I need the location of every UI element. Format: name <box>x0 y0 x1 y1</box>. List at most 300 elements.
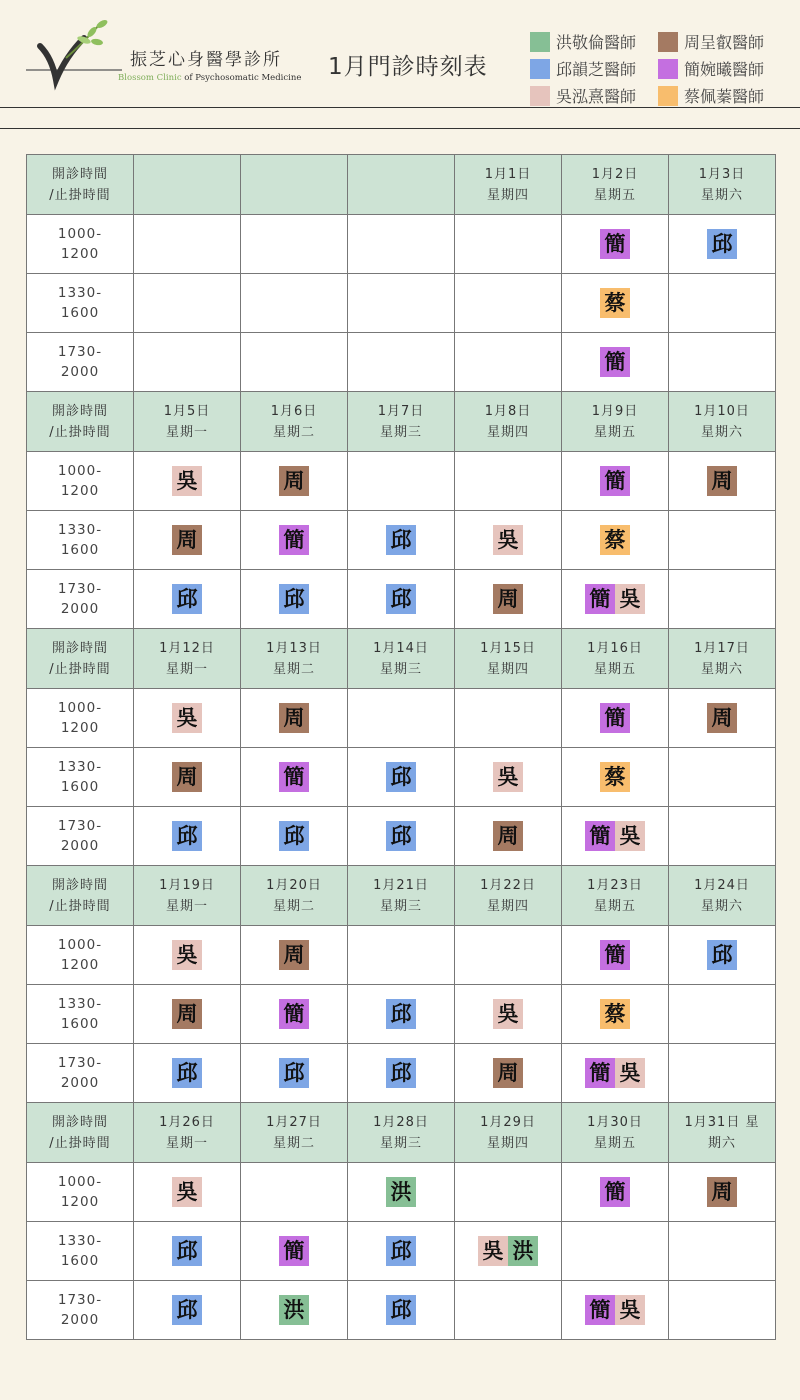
schedule-cell <box>241 748 348 807</box>
schedule-cell <box>241 1163 348 1222</box>
schedule-cell <box>134 570 241 629</box>
schedule-cell <box>669 926 776 985</box>
time-slot-cell <box>27 333 134 392</box>
time-header-cell <box>27 1103 134 1163</box>
day-weekday: 星期一 <box>165 1135 208 1151</box>
legend-color-swatch <box>658 32 678 52</box>
day-date: 1月2日 <box>591 166 639 182</box>
day-header-cell <box>455 866 562 926</box>
time-slot-row <box>27 1044 776 1103</box>
schedule-cell <box>455 807 562 866</box>
schedule-cell <box>455 511 562 570</box>
time-slot-cell <box>27 570 134 629</box>
schedule-cell <box>562 1163 669 1222</box>
day-date: 1月10日 <box>694 403 750 419</box>
doctor-tag: 吳 <box>172 466 202 496</box>
day-weekday: 星期三 <box>379 1135 422 1151</box>
time-slot-label: 1000- <box>57 1174 103 1190</box>
doctor-tag: 吳 <box>493 525 523 555</box>
day-header-cell <box>241 1103 348 1163</box>
day-header-cell <box>348 1103 455 1163</box>
day-date: 1月19日 <box>159 877 215 893</box>
doctor-tag: 周 <box>707 703 737 733</box>
clinic-name: 振芝心身醫學診所 <box>130 50 282 70</box>
doctor-tag: 邱 <box>386 762 416 792</box>
clinic-english-name-a: Blossom Clinic <box>118 73 182 83</box>
schedule-cell <box>134 1044 241 1103</box>
schedule-cell <box>455 689 562 748</box>
day-header-cell <box>669 629 776 689</box>
schedule-cell <box>241 689 348 748</box>
day-header-cell <box>348 155 455 215</box>
doctor-tag: 周 <box>279 466 309 496</box>
day-header-cell <box>455 155 562 215</box>
schedule-cell <box>455 570 562 629</box>
legend-item <box>658 84 764 107</box>
day-header-cell <box>241 392 348 452</box>
schedule-cell <box>134 215 241 274</box>
schedule-cell <box>562 1281 669 1340</box>
legend-color-swatch <box>658 59 678 79</box>
time-slot-label: 1730- <box>57 581 103 597</box>
schedule-table <box>26 154 776 1340</box>
doctor-tag: 蔡 <box>600 762 630 792</box>
doctor-tag: 邱 <box>172 1058 202 1088</box>
schedule-cell <box>455 926 562 985</box>
day-header-cell <box>134 629 241 689</box>
schedule-cell <box>241 452 348 511</box>
doctor-tag: 吳 <box>493 762 523 792</box>
schedule-cell <box>241 926 348 985</box>
doctor-tag: 洪 <box>508 1236 538 1266</box>
schedule-cell <box>455 215 562 274</box>
doctor-tag: 簡 <box>600 1177 630 1207</box>
day-date: 1月1日 <box>484 166 532 182</box>
doctor-tag: 邱 <box>386 1058 416 1088</box>
day-date: 1月22日 <box>480 877 536 893</box>
day-weekday: 期六 <box>707 1135 736 1151</box>
schedule-cell <box>669 570 776 629</box>
time-slot-label: 1000- <box>57 226 103 242</box>
day-header-cell <box>134 1103 241 1163</box>
doctor-tag: 邱 <box>279 1058 309 1088</box>
schedule-cell <box>669 985 776 1044</box>
time-slot-cell <box>27 926 134 985</box>
doctor-tag: 吳 <box>615 821 645 851</box>
schedule-cell <box>241 274 348 333</box>
time-slot-label: 1330- <box>57 996 103 1012</box>
day-date: 1月27日 <box>266 1114 322 1130</box>
clinic-english-name-b: of Psychosomatic Medicine <box>181 73 302 83</box>
schedule-cell <box>348 511 455 570</box>
time-header-label: /止掛時間 <box>49 898 111 914</box>
time-slot-cell <box>27 215 134 274</box>
day-header-cell <box>455 629 562 689</box>
time-slot-label: 1330- <box>57 1233 103 1249</box>
time-slot-label: 1600 <box>60 1253 100 1269</box>
doctor-tag: 周 <box>172 999 202 1029</box>
day-date: 1月17日 <box>694 640 750 656</box>
schedule-cell <box>562 333 669 392</box>
legend-color-swatch <box>530 59 550 79</box>
legend-label: 蔡佩蓁醫師 <box>684 87 765 106</box>
day-header-cell <box>455 1103 562 1163</box>
schedule-cell <box>348 274 455 333</box>
legend-color-swatch <box>658 86 678 106</box>
schedule-cell <box>241 1281 348 1340</box>
schedule-cell <box>348 689 455 748</box>
doctor-tag: 簡 <box>585 1295 615 1325</box>
schedule-cell <box>562 570 669 629</box>
doctor-tag: 吳 <box>615 1295 645 1325</box>
schedule-cell <box>669 748 776 807</box>
time-slot-cell <box>27 985 134 1044</box>
doctor-tag: 周 <box>493 584 523 614</box>
day-weekday: 星期四 <box>486 898 529 914</box>
day-date: 1月15日 <box>480 640 536 656</box>
week-header-row <box>27 629 776 689</box>
doctor-tag: 簡 <box>600 466 630 496</box>
doctor-tag: 簡 <box>279 999 309 1029</box>
doctor-tag: 吳 <box>172 703 202 733</box>
doctor-tag: 邱 <box>386 821 416 851</box>
schedule-cell <box>134 926 241 985</box>
time-slot-label: 1000- <box>57 700 103 716</box>
day-weekday: 星期二 <box>272 1135 315 1151</box>
time-header-label: 開診時間 <box>51 877 108 893</box>
time-slot-label: 1600 <box>60 542 100 558</box>
time-slot-row <box>27 1222 776 1281</box>
page-header <box>0 0 800 130</box>
schedule-cell <box>348 926 455 985</box>
divider-line <box>0 128 800 129</box>
day-weekday: 星期一 <box>165 424 208 440</box>
day-header-cell <box>669 155 776 215</box>
day-header-cell <box>241 155 348 215</box>
day-weekday: 星期四 <box>486 424 529 440</box>
doctor-tag: 吳 <box>172 1177 202 1207</box>
doctor-tag: 吳 <box>172 940 202 970</box>
time-slot-cell <box>27 807 134 866</box>
day-date: 1月3日 <box>698 166 746 182</box>
schedule-cell <box>348 215 455 274</box>
schedule-cell <box>669 807 776 866</box>
week-header-row <box>27 1103 776 1163</box>
schedule-cell <box>669 274 776 333</box>
schedule-cell <box>562 1222 669 1281</box>
legend-item <box>530 57 636 80</box>
time-slot-label: 2000 <box>60 601 100 617</box>
day-header-cell <box>669 392 776 452</box>
schedule-cell <box>348 748 455 807</box>
schedule-cell <box>134 807 241 866</box>
doctor-tag: 蔡 <box>600 999 630 1029</box>
schedule-cell <box>241 985 348 1044</box>
schedule-cell <box>348 570 455 629</box>
time-slot-row <box>27 570 776 629</box>
day-weekday: 星期三 <box>379 661 422 677</box>
time-slot-label: 2000 <box>60 364 100 380</box>
day-header-cell <box>455 392 562 452</box>
doctor-tag: 邱 <box>707 229 737 259</box>
schedule-cell <box>134 1281 241 1340</box>
week-header-row <box>27 866 776 926</box>
day-date: 1月9日 <box>591 403 639 419</box>
clinic-logo <box>22 18 302 98</box>
legend-label: 簡婉曦醫師 <box>684 60 765 79</box>
schedule-cell <box>669 452 776 511</box>
time-slot-label: 1600 <box>60 1016 100 1032</box>
time-slot-label: 2000 <box>60 1312 100 1328</box>
legend-color-swatch <box>530 86 550 106</box>
schedule-cell <box>348 452 455 511</box>
schedule-cell <box>348 333 455 392</box>
day-date: 1月23日 <box>587 877 643 893</box>
doctor-tag: 簡 <box>279 1236 309 1266</box>
legend-label: 邱韻芝醫師 <box>556 60 637 79</box>
schedule-cell <box>134 689 241 748</box>
doctor-tag: 周 <box>172 525 202 555</box>
schedule-cell <box>348 1044 455 1103</box>
schedule-cell <box>134 748 241 807</box>
schedule-cell <box>669 1044 776 1103</box>
schedule-cell <box>455 1222 562 1281</box>
day-date: 1月8日 <box>484 403 532 419</box>
time-slot-cell <box>27 1222 134 1281</box>
time-slot-label: 1200 <box>60 1194 100 1210</box>
day-date: 1月16日 <box>587 640 643 656</box>
schedule-cell <box>669 215 776 274</box>
doctor-tag: 簡 <box>279 762 309 792</box>
leaf-v-logo-icon <box>22 18 132 98</box>
time-slot-row <box>27 274 776 333</box>
time-header-label: /止掛時間 <box>49 1135 111 1151</box>
doctor-tag: 蔡 <box>600 525 630 555</box>
time-slot-label: 1200 <box>60 246 100 262</box>
divider-line <box>0 107 800 108</box>
day-header-cell <box>669 866 776 926</box>
day-header-cell <box>562 629 669 689</box>
day-weekday: 星期三 <box>379 424 422 440</box>
time-slot-label: 1330- <box>57 285 103 301</box>
day-weekday: 星期一 <box>165 661 208 677</box>
day-date: 1月13日 <box>266 640 322 656</box>
doctor-tag: 簡 <box>600 229 630 259</box>
schedule-cell <box>669 333 776 392</box>
doctor-tag: 簡 <box>585 821 615 851</box>
day-date: 1月21日 <box>373 877 429 893</box>
schedule-cell <box>562 807 669 866</box>
day-weekday: 星期六 <box>700 898 743 914</box>
day-weekday: 星期三 <box>379 898 422 914</box>
time-slot-label: 2000 <box>60 838 100 854</box>
time-slot-label: 1000- <box>57 463 103 479</box>
time-slot-cell <box>27 274 134 333</box>
day-date: 1月20日 <box>266 877 322 893</box>
doctor-tag: 邱 <box>386 525 416 555</box>
schedule-cell <box>134 1222 241 1281</box>
day-date: 1月30日 <box>587 1114 643 1130</box>
schedule-cell <box>455 1281 562 1340</box>
time-slot-cell <box>27 511 134 570</box>
doctor-tag: 周 <box>707 1177 737 1207</box>
legend-item <box>658 30 764 53</box>
schedule-cell <box>348 1281 455 1340</box>
time-slot-label: 1200 <box>60 720 100 736</box>
doctor-tag: 簡 <box>600 347 630 377</box>
time-header-cell <box>27 866 134 926</box>
clinic-english-name <box>118 73 301 83</box>
day-weekday: 星期五 <box>593 424 636 440</box>
day-date: 1月29日 <box>480 1114 536 1130</box>
doctor-tag: 邱 <box>172 1295 202 1325</box>
week-header-row <box>27 392 776 452</box>
doctor-tag: 簡 <box>585 1058 615 1088</box>
page-title: 1月門診時刻表 <box>328 54 488 80</box>
time-header-label: 開診時間 <box>51 640 108 656</box>
day-weekday: 星期五 <box>593 661 636 677</box>
time-slot-row <box>27 689 776 748</box>
day-weekday: 星期四 <box>486 661 529 677</box>
doctor-tag: 吳 <box>615 1058 645 1088</box>
time-slot-row <box>27 926 776 985</box>
time-header-label: /止掛時間 <box>49 424 111 440</box>
time-slot-cell <box>27 1281 134 1340</box>
time-slot-cell <box>27 452 134 511</box>
time-slot-label: 1330- <box>57 522 103 538</box>
doctor-tag: 邱 <box>172 821 202 851</box>
day-header-cell <box>562 155 669 215</box>
schedule-cell <box>348 1163 455 1222</box>
day-header-cell <box>348 629 455 689</box>
time-slot-label: 2000 <box>60 1075 100 1091</box>
time-slot-label: 1730- <box>57 1292 103 1308</box>
doctor-tag: 周 <box>279 703 309 733</box>
doctor-tag: 周 <box>707 466 737 496</box>
doctor-tag: 洪 <box>386 1177 416 1207</box>
schedule-cell <box>348 807 455 866</box>
time-slot-label: 1600 <box>60 305 100 321</box>
day-header-cell <box>562 866 669 926</box>
legend-item <box>530 84 636 107</box>
schedule-cell <box>241 570 348 629</box>
doctor-tag: 邱 <box>386 1295 416 1325</box>
doctor-tag: 吳 <box>478 1236 508 1266</box>
doctor-tag: 邱 <box>279 821 309 851</box>
schedule-cell <box>455 333 562 392</box>
time-slot-label: 1200 <box>60 957 100 973</box>
day-header-cell <box>134 155 241 215</box>
schedule-cell <box>562 1044 669 1103</box>
schedule-cell <box>562 274 669 333</box>
doctor-tag: 簡 <box>600 703 630 733</box>
doctor-tag: 吳 <box>615 584 645 614</box>
time-slot-row <box>27 1281 776 1340</box>
schedule-cell <box>241 807 348 866</box>
legend-item <box>530 30 636 53</box>
legend-label: 吳泓熹醫師 <box>556 87 637 106</box>
day-date: 1月7日 <box>377 403 425 419</box>
time-slot-cell <box>27 748 134 807</box>
day-date: 1月12日 <box>159 640 215 656</box>
time-slot-cell <box>27 1044 134 1103</box>
doctor-tag: 邱 <box>386 999 416 1029</box>
schedule-cell <box>669 511 776 570</box>
time-header-label: 開診時間 <box>51 1114 108 1130</box>
schedule-cell <box>134 452 241 511</box>
day-date: 1月24日 <box>694 877 750 893</box>
day-weekday: 星期五 <box>593 898 636 914</box>
time-slot-label: 1330- <box>57 759 103 775</box>
schedule-cell <box>455 452 562 511</box>
time-slot-row <box>27 452 776 511</box>
day-weekday: 星期六 <box>700 187 743 203</box>
doctor-tag: 邱 <box>386 1236 416 1266</box>
time-slot-label: 1730- <box>57 1055 103 1071</box>
doctor-tag: 簡 <box>279 525 309 555</box>
schedule-cell <box>455 1044 562 1103</box>
day-date: 1月14日 <box>373 640 429 656</box>
time-slot-row <box>27 985 776 1044</box>
legend-color-swatch <box>530 32 550 52</box>
doctor-tag: 蔡 <box>600 288 630 318</box>
day-weekday: 星期六 <box>700 424 743 440</box>
schedule-cell <box>562 452 669 511</box>
doctor-tag: 洪 <box>279 1295 309 1325</box>
schedule-cell <box>241 1222 348 1281</box>
day-weekday: 星期六 <box>700 661 743 677</box>
time-slot-label: 1200 <box>60 483 100 499</box>
schedule-cell <box>241 1044 348 1103</box>
day-weekday: 星期二 <box>272 424 315 440</box>
schedule-cell <box>562 215 669 274</box>
schedule-cell <box>669 1222 776 1281</box>
doctor-tag: 簡 <box>600 940 630 970</box>
doctor-tag: 吳 <box>493 999 523 1029</box>
schedule-cell <box>455 985 562 1044</box>
time-slot-row <box>27 807 776 866</box>
schedule-cell <box>241 511 348 570</box>
time-slot-label: 1730- <box>57 818 103 834</box>
schedule-cell <box>669 1281 776 1340</box>
schedule-cell <box>562 689 669 748</box>
day-header-cell <box>562 392 669 452</box>
time-slot-cell <box>27 689 134 748</box>
day-header-cell <box>562 1103 669 1163</box>
doctor-tag: 邱 <box>386 584 416 614</box>
schedule-cell <box>134 511 241 570</box>
day-date: 1月28日 <box>373 1114 429 1130</box>
schedule-cell <box>562 985 669 1044</box>
schedule-cell <box>241 333 348 392</box>
day-weekday: 星期二 <box>272 898 315 914</box>
day-header-cell <box>348 392 455 452</box>
day-weekday: 星期四 <box>486 1135 529 1151</box>
schedule-cell <box>562 511 669 570</box>
doctor-tag: 簡 <box>585 584 615 614</box>
week-header-row <box>27 155 776 215</box>
time-slot-row <box>27 333 776 392</box>
day-weekday: 星期五 <box>593 1135 636 1151</box>
day-header-cell <box>134 392 241 452</box>
schedule-cell <box>455 274 562 333</box>
time-slot-label: 1730- <box>57 344 103 360</box>
schedule-cell <box>134 1163 241 1222</box>
day-date: 1月5日 <box>163 403 211 419</box>
day-header-cell <box>348 866 455 926</box>
time-header-cell <box>27 155 134 215</box>
time-header-cell <box>27 629 134 689</box>
